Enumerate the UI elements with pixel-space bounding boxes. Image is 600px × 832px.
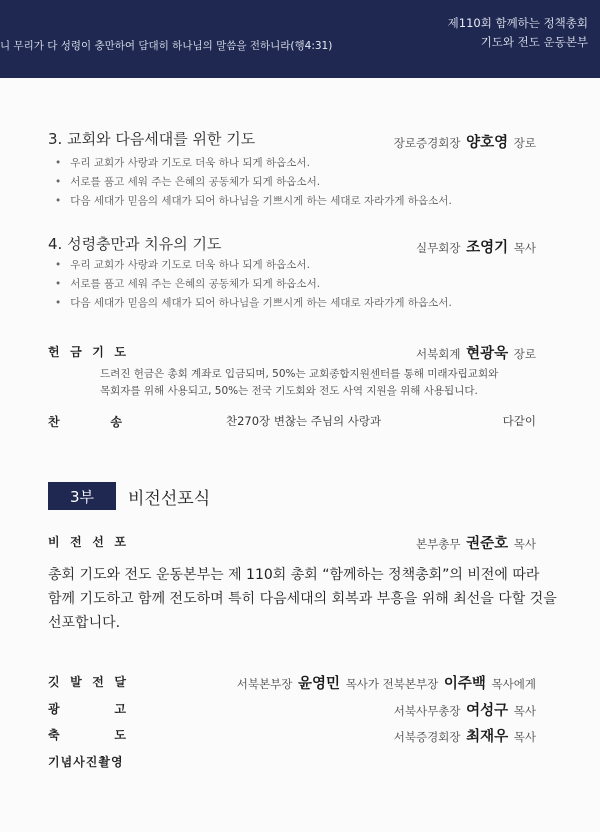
part3-badge: 3부 — [48, 482, 116, 510]
header-verse: 니 무리가 다 성령이 충만하여 담대히 하나님의 말씀을 전하니라(행4:31) — [0, 40, 333, 52]
blessing-label-char: 도 — [114, 728, 126, 742]
header-event-org: 기도와 전도 운동본부 — [480, 35, 588, 49]
announce-suffix: 목사 — [513, 704, 536, 718]
prayer4-suffix: 목사 — [513, 241, 536, 255]
vision-declaration — [48, 563, 558, 635]
header-event-info — [448, 14, 588, 52]
prayer3-name: 양호영 — [466, 135, 509, 151]
hymn-label-char: 송 — [110, 415, 122, 429]
blessing-role: 서북증경회장 — [393, 730, 461, 744]
vision-label-char: 선 — [92, 535, 104, 549]
blessing-label-char: 축 — [48, 728, 60, 742]
flag-suffix: 목사에게 — [491, 677, 536, 691]
hymn-label — [48, 413, 122, 430]
list-item: • 서로를 품고 세워 주는 은혜의 공동체가 되게 하옵소서. — [55, 173, 452, 192]
part3-title: 비전선포식 — [128, 489, 211, 509]
flag-leader — [237, 672, 536, 693]
list-item: • 다음 세대가 믿음의 세대가 되어 하나님을 기쁘시게 하는 세대로 자라가게 하옵소서. — [55, 192, 452, 211]
flag-mid: 목사가 전북본부장 — [345, 677, 439, 691]
flag-label-char: 전 — [92, 675, 104, 689]
prayer4-leader — [416, 236, 536, 257]
blessing-name: 최재우 — [466, 729, 509, 745]
announce-role: 서북사무총장 — [393, 704, 461, 718]
prayer3-title: 3. 교회와 다음세대를 위한 기도 — [48, 130, 256, 148]
blessing-label — [48, 726, 126, 743]
blessing-leader — [394, 725, 536, 746]
offering-role: 서북회계 — [416, 347, 461, 361]
vision-suffix: 목사 — [513, 537, 536, 551]
header-band — [0, 0, 600, 78]
vision-decl-line: 총회 기도와 전도 운동본부는 제 110회 총회 “함께하는 정책총회”의 비전에 따라 — [48, 567, 540, 583]
vision-decl-line: 선포합니다. — [48, 615, 121, 631]
blessing-suffix: 목사 — [513, 730, 536, 744]
vision-decl-line: 함께 기도하고 함께 전도하며 특히 다음세대의 회복과 부흥을 위해 최선을 다할 것을 — [48, 591, 557, 607]
list-item: • 우리 교회가 사랑과 기도로 더욱 하나 되게 하옵소서. — [55, 256, 452, 275]
offering-desc-line: 드려진 헌금은 총회 계좌로 입금되며, 50%는 교회종합지원센터를 통해 미래자립교회와 — [100, 368, 499, 380]
announce-leader — [394, 699, 536, 720]
flag-name2: 이주백 — [443, 676, 486, 692]
vision-label-char: 비 — [48, 535, 60, 549]
vision-role: 본부총무 — [416, 537, 461, 551]
header-event-title: 제110회 함께하는 정책총회 — [447, 16, 588, 30]
vision-label — [48, 533, 126, 550]
offering-name: 현광욱 — [466, 346, 509, 362]
prayer4-list — [55, 256, 452, 313]
list-item: • 서로를 품고 세워 주는 은혜의 공동체가 되게 하옵소서. — [55, 275, 452, 294]
hymn-title: 찬270장 변찮는 주님의 사랑과 — [226, 414, 382, 428]
announce-name: 여성구 — [466, 703, 509, 719]
offering-desc-line: 목회자를 위해 사용되고, 50%는 전국 기도회와 전도 사역 지원을 위해 사용됩니다. — [100, 385, 478, 397]
prayer3-suffix: 장로 — [513, 136, 536, 150]
hymn-participants: 다같이 — [502, 414, 536, 428]
vision-leader — [416, 532, 536, 553]
flag-label-char: 발 — [70, 675, 82, 689]
prayer3-list — [55, 154, 452, 211]
offering-label-char: 헌 — [48, 345, 60, 359]
photo-label: 기념사진촬영 — [48, 755, 124, 769]
vision-label-char: 전 — [70, 535, 82, 549]
offering-label-char: 기 — [92, 345, 104, 359]
prayer4-name: 조영기 — [466, 240, 509, 256]
list-item: • 우리 교회가 사랑과 기도로 더욱 하나 되게 하옵소서. — [55, 154, 452, 173]
flag-name1: 윤영민 — [298, 676, 341, 692]
list-item: • 다음 세대가 믿음의 세대가 되어 하나님을 기쁘시게 하는 세대로 자라가게 하옵소서. — [55, 294, 452, 313]
announce-label — [48, 700, 126, 717]
announce-label-char: 고 — [114, 702, 126, 716]
flag-label — [48, 673, 126, 690]
offering-suffix: 장로 — [513, 347, 536, 361]
vision-name: 권준호 — [466, 536, 509, 552]
offering-label-char: 도 — [114, 345, 126, 359]
offering-label — [48, 343, 126, 360]
prayer3-role: 장로증경회장 — [393, 136, 461, 150]
prayer3-leader — [394, 131, 536, 152]
flag-label-char: 깃 — [48, 675, 60, 689]
announce-label-char: 광 — [48, 702, 60, 716]
flag-role1: 서북본부장 — [236, 677, 293, 691]
hymn-label-char: 찬 — [48, 415, 60, 429]
prayer4-title: 4. 성령충만과 치유의 기도 — [48, 235, 222, 253]
offering-label-char: 금 — [70, 345, 82, 359]
flag-label-char: 달 — [114, 675, 126, 689]
offering-description — [100, 366, 500, 400]
offering-leader — [416, 342, 536, 363]
vision-label-char: 포 — [114, 535, 126, 549]
prayer4-role: 실무회장 — [416, 241, 461, 255]
